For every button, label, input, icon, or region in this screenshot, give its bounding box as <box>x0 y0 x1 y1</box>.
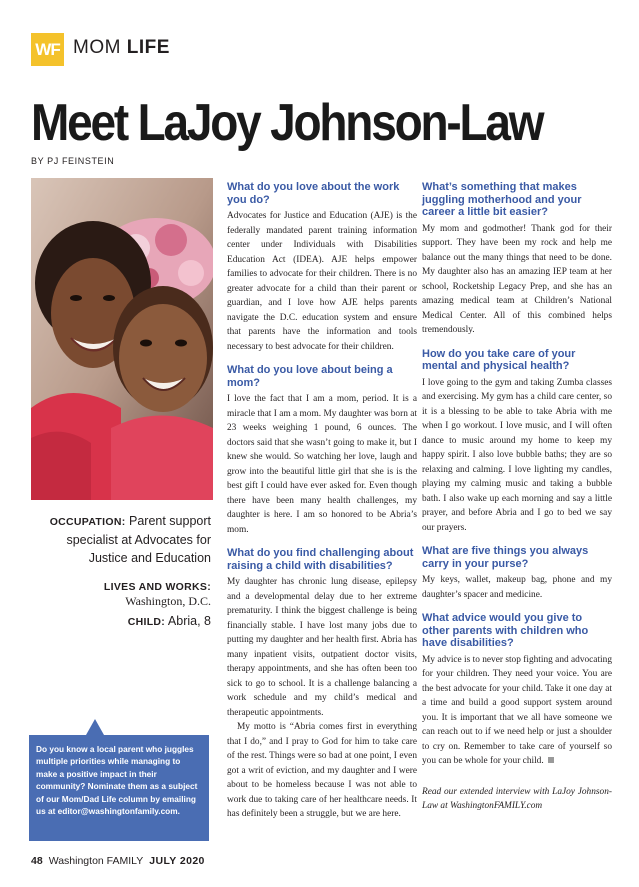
section-prefix: MOM <box>73 37 121 58</box>
lives-value: Washington, D.C. <box>125 594 211 608</box>
occupation-value: Parent support specialist at Advocates for Justice and Education <box>66 514 211 565</box>
answer-paragraph: My motto is “Abria comes first in everything that I do,” and I pray to God for him to take care of the rest. Things were so bad at one point, I even got a writ of eviction, and my daughter and I were about to be homeless because I was not able to work due to taking care of her healthcare needs. It has definitely been a struggle, but we are here. <box>227 722 417 819</box>
question-heading: What do you love about being a mom? <box>227 364 393 389</box>
answer-paragraph: Advocates for Justice and Education (AJE) is the federally mandated parent training information center under Individuals with Disabilities Education Act (IDEA). AJE helps empower families to advocate for their children. There is no greater advocate for a child than their parent or guardian, and I love how AJE helps parents navigate the D.C. education system and ensure that parents have the information and tools necessary to best advocate for their children. <box>227 211 417 352</box>
page-footer <box>31 855 205 867</box>
issue-date: JULY 2020 <box>149 855 205 867</box>
answer-paragraph: My mom and godmother! Thank god for their support. They have been my rock and help me balance out the many things that need to be done. My daughter also has an amazing IEP team at her school, Rocketship Legacy Prep, and she has an amazing medical team at Children’s National Medical Center. All of this combined helps tremendously. <box>422 223 612 335</box>
child-value: Abria, 8 <box>167 614 211 628</box>
magazine-logo <box>31 33 64 66</box>
portrait-illustration <box>31 178 213 500</box>
question-heading: What’s something that makes juggling motherhood and your career a little bit easier? <box>422 181 582 218</box>
answer-paragraph: My keys, wallet, makeup bag, phone and my daughter’s spacer and medicine. <box>422 575 612 600</box>
occupation <box>31 512 211 567</box>
answer-paragraph <box>422 653 612 769</box>
page-number: 48 <box>31 855 43 867</box>
answer-paragraph: I love the fact that I am a mom, period. It is a miracle that I am a mom. My daughter was born at 23 weeks weighing 1 pound, 6 ounces. The doctors said that she wasn’t going to make it, but I knew she would. So watching her love, laugh and grow into the beautiful little girl that she is is the best gift I could have ever asked for. Even though there have been many health challenges, my daughter is here. I am so honored to be Abria’s mom. <box>227 394 417 535</box>
child <box>31 614 211 628</box>
section-suffix: LIFE <box>126 37 170 58</box>
lives-label: LIVES AND WORKS: <box>103 581 211 593</box>
portrait-photo <box>31 178 213 500</box>
magazine-name: Washington FAMILY <box>48 855 144 867</box>
logo-text: WF <box>35 39 60 59</box>
question-heading: What are five things you always carry in your purse? <box>422 545 589 570</box>
column-1 <box>227 181 417 822</box>
answer-paragraph: My daughter has chronic lung disease, epilepsy and a developmental delay due to her extreme prematurity. I think the biggest challenge is being financially stable. I have lost many jobs due to putting my daughter and her health first. Abria has many inpatient visits, outpatient doctor visits, therapy appointments, and she has often been too sick to go to school. It is a challenge balancing a work schedule and my child’s medical and therapeutic appointments. <box>227 577 417 718</box>
answer-paragraph: I love going to the gym and taking Zumba classes and exercising. My gym has a child care center, so it is a blessing to be able to take Abria with me when I go workout. I love music, and I will often dance to music around my home to keep my happy spirit. I also love bubble baths; they are so relaxing and calming. I love lighting my candles, playing my calming music and taking a bubble bath. I also wake up each morning and say a little prayer, and before Abria and I go to bed we say our prayers. <box>422 377 612 533</box>
closing-note: Read our extended interview with LaJoy Johnson-Law at WashingtonFAMILY.com <box>422 786 612 811</box>
end-mark-icon <box>548 757 554 763</box>
nomination-promo: Do you know a local parent who juggles multiple priorities while managing to make a positive impact in their community? Nominate them as a subject of our Mom/Dad Life column by emailing us at editor@washingtonfamily.com. <box>29 735 209 841</box>
question-heading: What do you love about the work you do? <box>227 181 400 206</box>
child-label: CHILD: <box>127 616 166 628</box>
section-label <box>73 37 170 59</box>
lives-and-works <box>31 580 211 608</box>
promo-pointer <box>86 719 104 735</box>
article-title: Meet LaJoy Johnson-Law <box>31 93 543 152</box>
question-heading: What do you find challenging about raising a child with disabilities? <box>227 547 414 572</box>
column-2 <box>422 181 612 814</box>
answer-text: My advice is to never stop fighting and advocating for your children. They need your voice. You are the best advocate for your child. Take it one day at a time and build a good support system around you. It is important that we all have someone we can reach out to if we need help or just a shoulder to cry on. Remember to take care of yourself so you can be whole for your child. <box>422 654 612 766</box>
question-heading: What advice would you give to other parents with children who have disabilities? <box>422 612 589 649</box>
occupation-label: OCCUPATION: <box>49 516 126 528</box>
byline: BY PJ FEINSTEIN <box>31 156 115 166</box>
question-heading: How do you take care of your mental and physical health? <box>422 347 576 372</box>
